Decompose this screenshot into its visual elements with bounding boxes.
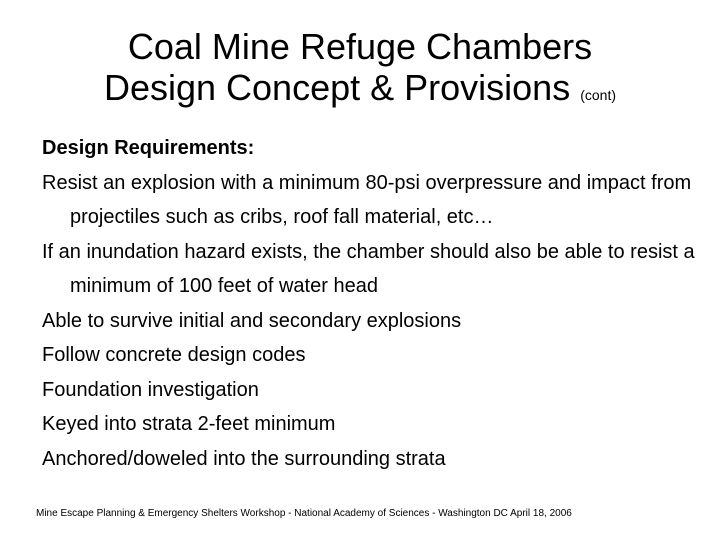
list-item: Foundation investigation — [42, 378, 259, 401]
list-item: Resist an explosion with a minimum 80-psi overpressure and impact from projectiles such as cribs, roof fall material, etc… — [42, 171, 692, 228]
title-line-1: Coal Mine Refuge Chambers — [127, 26, 593, 67]
title-line-2 — [20, 67, 700, 116]
slide-title — [20, 26, 700, 116]
list-item: Keyed into strata 2-feet minimum — [42, 413, 336, 435]
title-suffix: (cont) — [580, 87, 617, 103]
list-item: Able to survive initial and secondary explosions — [42, 309, 462, 332]
list-item: Anchored/doweled into the surrounding strata — [42, 447, 446, 470]
list-item: Follow concrete design codes — [42, 344, 306, 366]
slide-footer: Mine Escape Planning & Emergency Shelters Workshop - National Academy of Sciences - Washington DC April 18, 2006 — [36, 508, 572, 519]
section-heading: Design Requirements: — [42, 137, 255, 159]
slide-body — [42, 131, 702, 476]
title-line-2-text: Design Concept & Provisions — [103, 67, 571, 108]
list-item: If an inundation hazard exists, the chamber should also be able to resist a minimum of 100 feet of water head — [42, 240, 695, 297]
